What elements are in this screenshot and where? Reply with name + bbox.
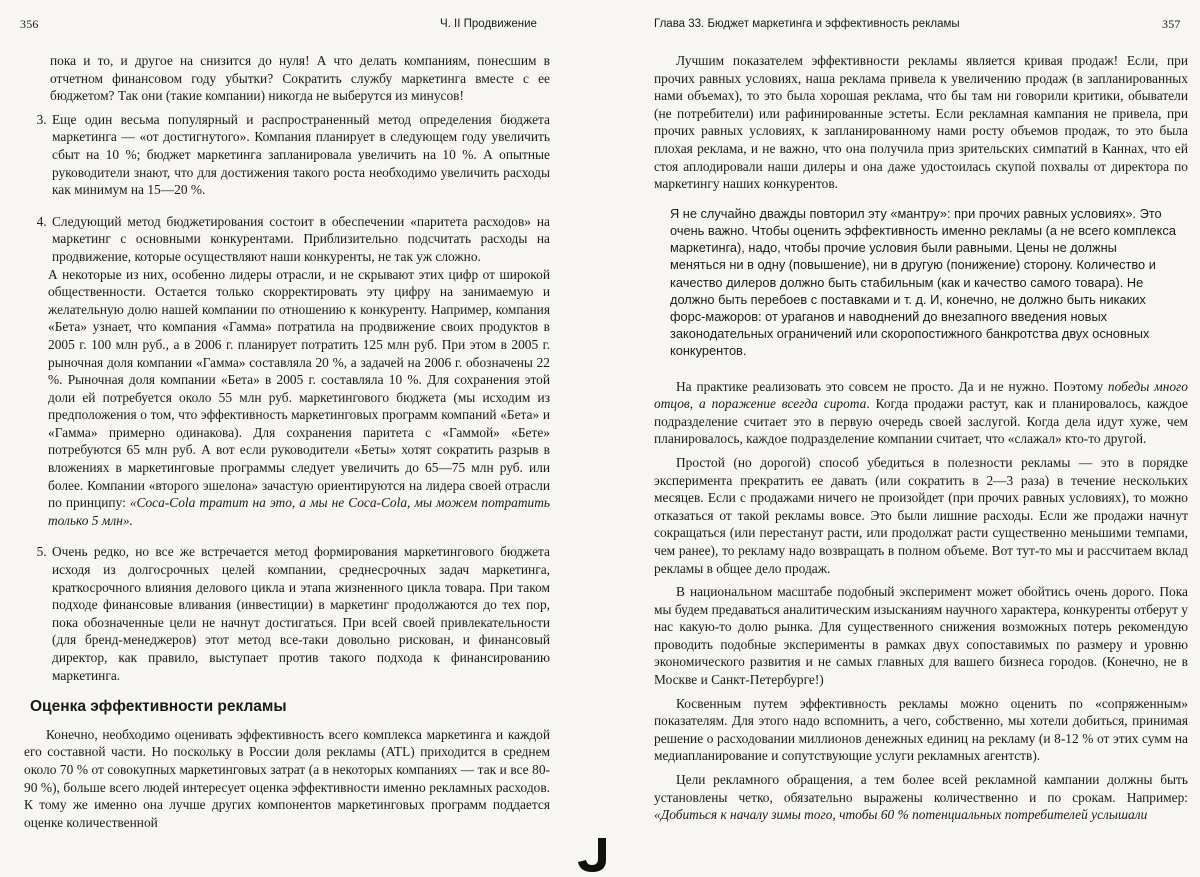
paragraph: Простой (но дорогой) способ убедиться в полезности рекламы — это в порядке эксперимента прекратить ее давать (или сократить в 2—3 раза) в течение нескольких месяцев. Если с продажами ничего не произойдет (при прочих равных условиях), то можно отказаться от такой рекламы вовсе. Это были лишние расходы. Если же продажи начнут сокращаться (или перестанут расти, или продолжат расти существенно меньшими темпами, чем ранее), то рекламу надо возвращать в полном объеме. Вот тут-то мы и рассчитаем вклад рекламы в общее дело продаж. (654, 454, 1188, 576)
left-page-body (24, 52, 550, 837)
paragraph (654, 378, 1188, 448)
running-head: Ч. II Продвижение (440, 18, 537, 30)
paragraph-text: На практике реализовать это совсем не просто. Да и не нужно. Поэтому (676, 378, 1104, 394)
running-head: Глава 33. Бюджет маркетинга и эффективность рекламы (654, 18, 960, 30)
page-number: 356 (20, 17, 39, 31)
slogan-quote: «Coca-Cola тратит на это, а мы не Coca-Cola, мы можем потратить только 5 млн». (48, 495, 550, 528)
paragraph: пока и то, и другое на снизится до нуля! А что делать компаниям, понесшим в отчетном финансовом году убытки? Сократить службу маркетинга вместе с ее бюджетом? Так они (такие компании) никогда не выберутся из минусов! (50, 53, 550, 104)
list-item: 5. Очень редко, но все же встречается метод формирования маркетингового бюджета исходя из долгосрочных целей компании, среднесрочных задач маркетинга, краткосрочного влияния делового цикла и этапа жизненного цикла товара. При таком подходе финансовые вливания (инвестиции) в маркетинг продолжаются до тех пор, пока обозначенные цели не начнут достигаться. При всей своей привлекательности (для бренд-менеджеров) этот метод все-таки довольно рискован, и финансовый директор, как правило, выступает против такого подхода к финансированию маркетинга. (50, 543, 550, 684)
example-quote: «Добиться к началу зимы того, чтобы 60 % потенциальных потребителей услышали (654, 807, 1148, 823)
list-item-text: А некоторые из них, особенно лидеры отрасли, и не скрывают этих цифр от широкой общественности. Остается только скорректировать эту цифру на занимаемую и желательную долю нашей компании по отношению к конкуренту. Например, компания «Бета» узнает, что компания «Гамма» потратила на продвижение своих продуктов в 2005 г. 100 млн руб., а в 2006 г. планирует потратить 125 млн руб. При этом в 2005 г. рыночная доля компании «Гамма» составляла 20 %, а задачей на 2006 г. обозначены 22 %. Рыночная доля компании «Бета» в 2005 г. составляла 10 %. Для сохранения этой доли ей потребуется около 55 млн руб. маркетингового бюджета (мы исходим из предположения о том, что эффективность маркетинговых программ компаний «Бета» и «Гамма» примерно одинакова). Для сохранения паритета с «Гаммой» «Бете» потребуются 65 млн руб. А вот если руководители «Беты» хотят сократить разрыв в вложениях в маркетинговые программы следует увеличить до 65—75 млн руб. или более. Компании «второго эшелона» зачастую ориентируются на лидера своей отрасли по принципу: (48, 266, 550, 511)
paragraph: Косвенным путем эффективность рекламы можно оценить по «сопряженным» показателям. Для этого надо вспомнить, а чего, собственно, мы хотели добиться, принимая решение о расходовании миллионов денежных единиц на рекламу (и 8-12 % от этих сумм на медиапланирование и сопутствующие услуги рекламных агентств). (654, 695, 1188, 764)
right-page-body (654, 52, 1188, 830)
proverb: победы много отцов, а поражение всегда сирота (654, 378, 1188, 412)
author-note: Я не случайно дважды повторил эту «мантру»: при прочих равных условиях». Это очень важно. Чтобы оценить эффективность именно рекламы (а не всего комплекса маркетинга), надо, чтобы прочие условия были равными. Цены не должны меняться ни в одну (повышение), ни в другую (понижение) сторону. Количество и качество дилеров должно быть стабильным (как и качество самого товара). Не должно быть перебоев с поставками и т. д. И, конечно, не должно быть никаких форс-мажоров: от ураганов и наводнений до внезапного введения новых законодательных ограничений или скоропостижного банкротства двух основных конкурентов. (670, 205, 1176, 359)
right-page (602, 0, 1200, 877)
list-item-text: Следующий метод бюджетирования состоит в обеспечении «паритета расходов» на маркетинг с основными конкурентами. Приблизительно подсчитать расходы на продвижение, которые осуществляют наши конкуренты, не так уж сложно. (52, 213, 550, 264)
paragraph: Лучшим показателем эффективности рекламы является кривая продаж! Если, при прочих равных условиях, наша реклама привела к увеличению продаж (в запланированных нами объемах), то это была хорошая реклама, что бы там ни говорили критики, обыватели (не потребители) или рафинированные эстеты. Если рекламная кампания не привела, при прочих равных условиях, к запланированному нами росту объемов продаж, то это была плохая реклама, и не важно, что она получила приз зрительских симпатий в Каннах, что ей стоя аплодировали наши дилеры и она даже удостоилась скупой похвалы от директора по маркетингу наших конкурентов. (654, 53, 1188, 192)
paragraph: В национальном масштабе подобный эксперимент может обойтись очень дорого. Пока мы будем предаваться аналитическим изысканиям научного характера, конкуренты отберут у нас какую-то долю рынка. Для существенного снижения возможных потерь рекомендую проводить подобные эксперименты в рамках двух сопоставимых по размеру и уровню экономического развития и не самых главных для вашего бизнеса городов. (Конечно, не в Москве и Санкт-Петербурге!) (654, 584, 1188, 688)
list-item (50, 213, 550, 530)
paragraph-text: . Когда продажи растут, как и планировалось, каждое подразделение считает это в первую очередь своей заслугой. Когда дела идут хуже, чем планировалось, каждое подразделение компании считает, что «слажал» кто-то другой. (654, 396, 1188, 447)
method-list (24, 111, 550, 684)
paragraph-text: Цели рекламного обращения, а тем более всей рекламной кампании должны быть установлены четко, обязательно выражены количественно и по срокам. Например: (654, 772, 1188, 805)
page-number: 357 (1162, 17, 1181, 31)
paragraph: Конечно, необходимо оценивать эффективность всего комплекса маркетинга и каждой его составной части. Но поскольку в России доля рекламы (ATL) приходится в среднем около 70 % от совокупных маркетинговых затрат (а в некоторых компаниях — так и все 80-90 %), больше всего людей интересует оценка эффективности именно рекламных расходов. К тому же именно она лучше других компонентов маркетинговых программ поддается оценке количественной (24, 726, 550, 830)
section-heading: Оценка эффективности рекламы (30, 698, 287, 716)
list-item-text (48, 266, 550, 530)
list-item: 3. Еще один весьма популярный и распространенный метод определения бюджета маркетинга — «от достигнутого». Компания планирует в следующем году увеличить сбыт на 10 %; бюджет маркетинга запланировала увеличить на 10 %. А опытные руководители знают, что для достижения такого роста необходимо увеличить расходы как минимум на 15—20 %. (50, 111, 550, 199)
left-page (0, 0, 590, 877)
paragraph (654, 771, 1188, 824)
